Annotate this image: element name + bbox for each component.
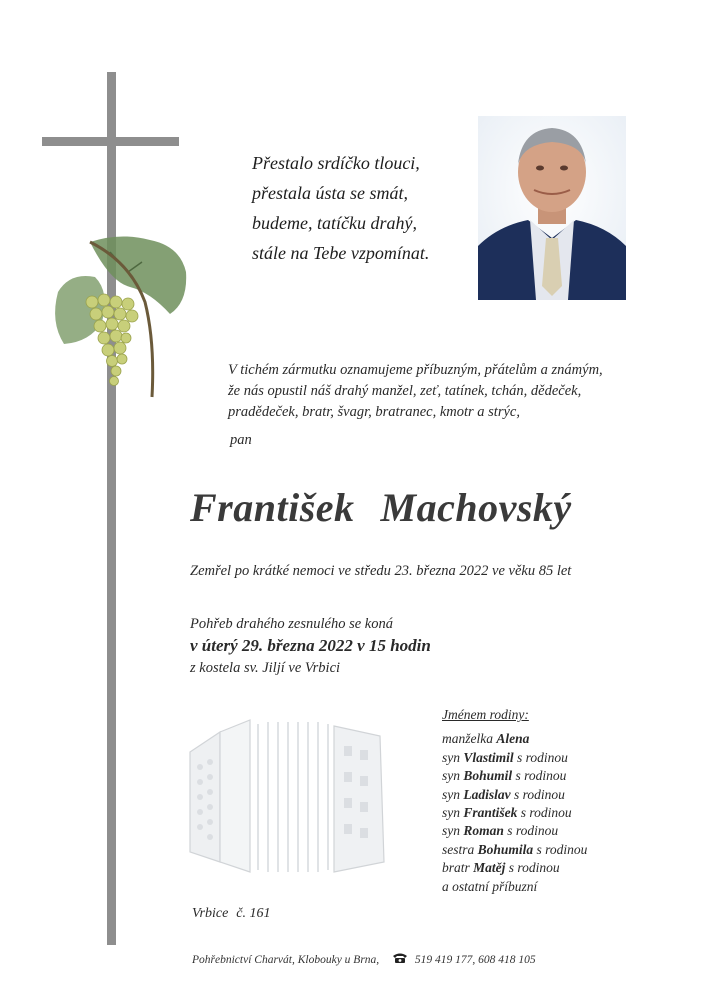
- family-member: sestra Bohumila s rodinou: [442, 841, 588, 857]
- announcement-line: že nás opustil náš drahý manžel, zeť, tatínek, tchán, dědeček,: [228, 383, 582, 399]
- deceased-name: [190, 484, 572, 531]
- grapes-illustration: [50, 232, 192, 404]
- family-member: syn Vlastimil s rodinou: [442, 749, 568, 765]
- address: [192, 906, 271, 922]
- announcement-text: [228, 360, 668, 423]
- footer: [192, 952, 536, 966]
- announcement-line: pradědeček, bratr, švagr, bratranec, kmotr a strýc,: [228, 404, 520, 420]
- cross-vertical-bar: [107, 72, 116, 945]
- phone-icon: [392, 952, 408, 964]
- funeral-datetime: v úterý 29. března 2022 v 15 hodin: [190, 636, 431, 655]
- family-member: syn Ladislav s rodinou: [442, 786, 565, 802]
- family-list: [442, 706, 587, 896]
- family-heading: Jménem rodiny:: [442, 707, 529, 722]
- village-name: Vrbice: [192, 906, 229, 921]
- funeral-service-name: Pohřebnictví Charvát, Klobouky u Brna,: [192, 954, 380, 966]
- family-member: a ostatní příbuzní: [442, 878, 538, 894]
- poem-line: Přestalo srdíčko tlouci,: [252, 153, 420, 173]
- house-number: č. 161: [236, 906, 271, 921]
- family-member: syn Roman s rodinou: [442, 823, 559, 839]
- first-name: František: [190, 485, 355, 530]
- announcement-line: V tichém zármutku oznamujeme příbuzným, přátelům a známým,: [228, 362, 603, 378]
- death-notice: Zemřel po krátké nemoci ve středu 23. března 2022 ve věku 85 let: [190, 563, 572, 579]
- memorial-poem: [252, 148, 472, 268]
- salutation: pan: [230, 432, 252, 448]
- accordion-illustration: [180, 712, 394, 880]
- phone-numbers: 519 419 177, 608 418 105: [414, 954, 536, 966]
- cross-horizontal-bar: [42, 137, 179, 146]
- family-member: bratr Matěj s rodinou: [442, 860, 560, 876]
- family-member: syn František s rodinou: [442, 805, 572, 821]
- funeral-info: [190, 613, 431, 679]
- family-member: manželka Alena: [442, 731, 530, 747]
- funeral-place: z kostela sv. Jiljí ve Vrbici: [190, 660, 341, 676]
- last-name: Machovský: [380, 485, 572, 530]
- poem-line: stále na Tebe vzpomínat.: [252, 243, 430, 263]
- poem-line: budeme, tatíčku drahý,: [252, 213, 417, 233]
- funeral-intro: Pohřeb drahého zesnulého se koná: [190, 616, 393, 632]
- poem-line: přestala ústa se smát,: [252, 183, 409, 203]
- family-member: syn Bohumil s rodinou: [442, 768, 567, 784]
- portrait-photo: [478, 116, 626, 300]
